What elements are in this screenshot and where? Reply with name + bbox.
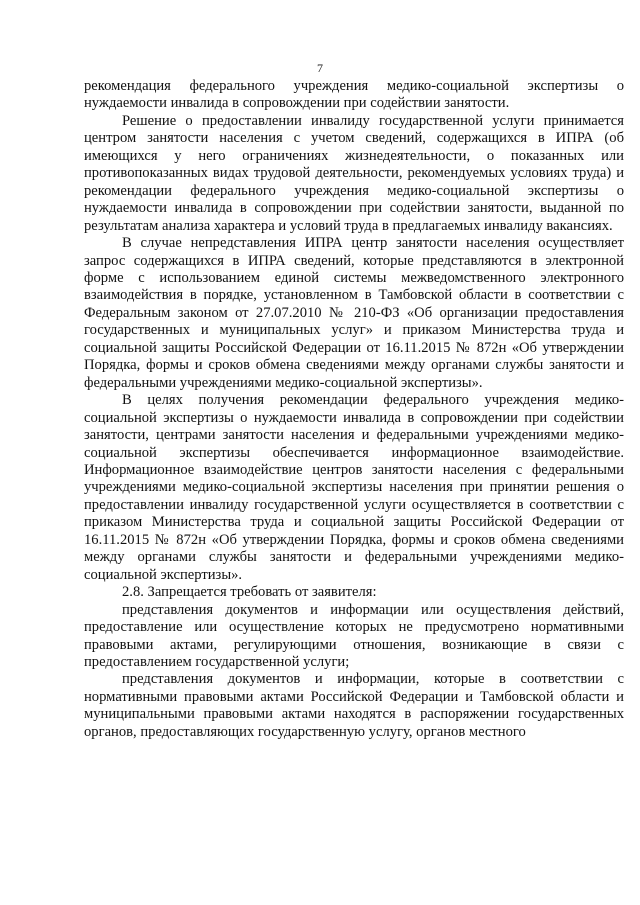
paragraph-ipra-request: В случае непредставления ИПРА центр занятости населения осуществляет запрос содержащихся в ИПРА сведений, которые представляются в электронной форме с использованием единой системы межведомственного электронного взаимодействия в порядке, установленном в Тамбовской области в соответствии с Федеральным законом от 27.07.2010 № 210-ФЗ «Об организации предоставления государственных и муниципальных услуг» и приказом Министерства труда и социальной защиты Российской Федерации от 16.11.2015 № 872н «Об утверждении Порядка, формы и сроков обмена сведениями между органами службы занятости и федеральными учреждениями медико-социальной экспертизы».: [84, 235, 624, 391]
paragraph-prohibition-1: представления документов и информации или осуществления действий, предоставление или осуществление которых не предусмотрено нормативными правовыми актами, регулирующими отношения, возникающие в связи с предоставлением государственной услуги;: [84, 601, 624, 670]
paragraph-service-decision: Решение о предоставлении инвалиду государственной услуги принимается центром занятости населения с учетом сведений, содержащихся в ИПРА (об имеющихся у него ограничениях жизнедеятельности, о показанных или противопоказанных видах трудовой деятельности, рекомендуемых условиях труда) и рекомендации федерального учреждения медико-социальной экспертизы о нуждаемости инвалида в сопровождении при содействии занятости, выданной по результатам анализа характера и условий труда в предлагаемых инвалиду вакансиях.: [84, 112, 624, 234]
paragraph-recommendation-continuation: рекомендация федерального учреждения медико-социальной экспертизы о нуждаемости инвалида в сопровождении при содействии занятости.: [84, 78, 624, 112]
document-body: [84, 78, 624, 741]
paragraph-prohibition-2: представления документов и информации, которые в соответствии с нормативными правовыми актами Российской Федерации и Тамбовской области и муниципальными правовыми актами находятся в распоряжении государственных органов, предоставляющих государственную услугу, органов местного: [84, 671, 624, 740]
section-heading-2-8: 2.8. Запрещается требовать от заявителя:: [122, 584, 377, 601]
page-number: 7: [317, 61, 323, 75]
paragraph-information-interaction: В целях получения рекомендации федерального учреждения медико-социальной экспертизы о нуждаемости инвалида в сопровождении при содействии занятости, центрами занятости населения и федеральными учреждениями медико-социальной экспертизы обеспечивается информационное взаимодействие. Информационное взаимодействие центров занятости населения с федеральными учреждениями медико-социальной экспертизы населения при принятии решения о предоставлении инвалиду государственной услуги осуществляется в соответствии с приказом Министерства труда и социальной защиты Российской Федерации от 16.11.2015 № 872н «Об утверждении Порядка, формы и сроков обмена сведениями между органами службы занятости и федеральными учреждениями медико-социальной экспертизы».: [84, 392, 624, 583]
